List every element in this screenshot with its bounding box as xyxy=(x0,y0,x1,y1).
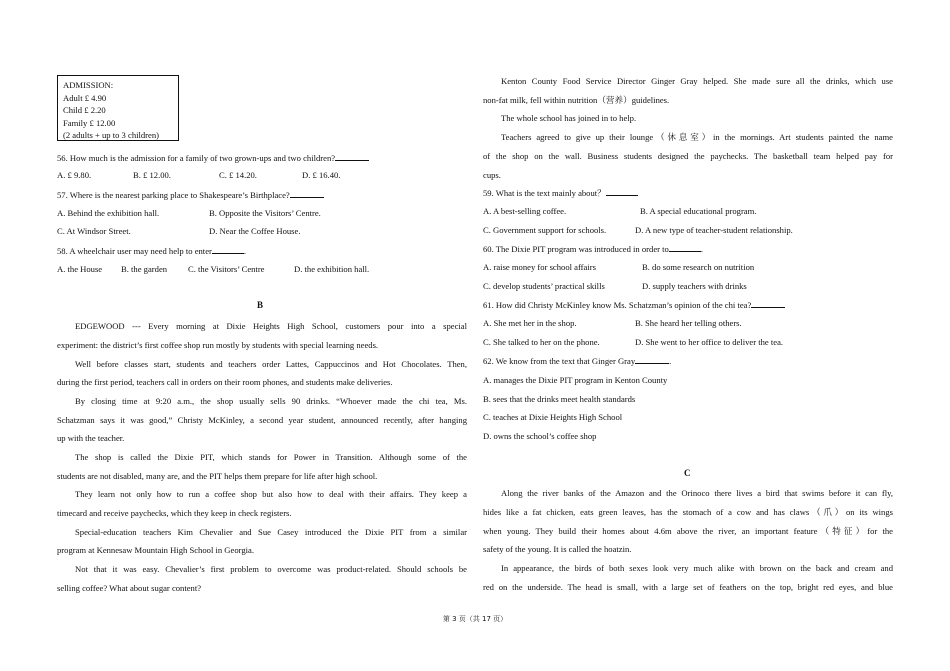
passage-b-line: Not that it was easy. Chevalier’s first problem to overcome was product-related. Should schools be xyxy=(75,564,467,574)
question-60: 60. The Dixie PIT program was introduced in order to . xyxy=(483,244,703,254)
passage-b-line: They learn not only how to run a coffee shop but also how to deal with their affairs. They keep a xyxy=(75,489,467,499)
passage-b-line: up with the teacher. xyxy=(57,433,125,443)
q56-option-b: B. £ 12.00. xyxy=(133,170,171,180)
page-number-footer: 第 3 页（共 17 页） xyxy=(442,615,508,623)
passage-b-continued-line: of the shop on the wall. Business students designed the paychecks. The basketball team helped pay for xyxy=(483,151,893,161)
question-58: 58. A wheelchair user may need help to enter . xyxy=(57,246,247,256)
passage-b-line: The shop is called the Dixie PIT, which stands for Power in Transition. Although some of the xyxy=(75,452,467,462)
q61-option-c: C. She talked to her on the phone. xyxy=(483,337,600,347)
q57-option-d: D. Near the Coffee House. xyxy=(209,226,301,236)
passage-b-line: Well before classes start, students and teachers order Lattes, Cappuccinos and Hot Chocolates. Then, xyxy=(75,359,467,369)
passage-b-line: EDGEWOOD --- Every morning at Dixie Heights High School, customers pour into a special xyxy=(75,321,467,331)
q58-option-d: D. the exhibition hall. xyxy=(294,264,370,274)
answer-blank xyxy=(212,245,244,254)
answer-blank xyxy=(606,187,638,196)
passage-b-line: Special-education teachers Kim Chevalier and Sue Casey introduced the Dixie PIT from a similar xyxy=(75,527,467,537)
passage-c-line: safety of the young. It is called the hoatzin. xyxy=(483,544,632,554)
passage-b-line: students are not disabled, many are, and the PIT helps them prepare for life after high school. xyxy=(57,471,378,481)
question-59: 59. What is the text mainly about？ xyxy=(483,187,638,199)
answer-blank xyxy=(290,189,324,198)
passage-b-continued-line: non-fat milk, fell within nutrition（营养）guidelines. xyxy=(483,95,670,105)
passage-b-line: Schatzman says it was good,” Christy McKinley, a second year student, announced recently, after hanging xyxy=(57,415,467,425)
q60-option-c: C. develop students’ practical skills xyxy=(483,281,605,291)
q59-option-d: D. A new type of teacher-student relationship. xyxy=(635,225,793,235)
passage-b-line: By closing time at 9:20 a.m., the shop usually sells 90 drinks. “Whoever made the chi tea, Ms. xyxy=(75,396,467,406)
passage-b-continued-line: Kenton County Food Service Director Ginger Gray helped. She made sure all the drinks, which use xyxy=(501,76,893,86)
q56-option-d: D. £ 16.40. xyxy=(302,170,341,180)
passage-c-line: In appearance, the birds of both sexes look very much alike with brown on the back and cream and xyxy=(501,563,893,573)
question-62: 62. We know from the text that Ginger Gray . xyxy=(483,356,672,366)
answer-blank xyxy=(751,299,785,308)
passage-b-line: during the first period, teachers call in orders on their room phones, and students make deliveries. xyxy=(57,377,393,387)
passage-b-line: experiment: the district’s first coffee shop run mostly by students with special learning needs. xyxy=(57,340,379,350)
q60-option-a: A. raise money for school affairs xyxy=(483,262,596,272)
passage-b-continued-line: cups. xyxy=(483,170,501,180)
q61-option-b: B. She heard her telling others. xyxy=(635,318,742,328)
q60-option-b: B. do some research on nutrition xyxy=(642,262,755,272)
q57-option-b: B. Opposite the Visitors’ Centre. xyxy=(209,208,321,218)
passage-b-line: selling coffee? What about sugar content? xyxy=(57,583,202,593)
admission-title: ADMISSION: xyxy=(63,80,114,90)
section-c-label: C xyxy=(684,468,691,478)
q62-option-b: B. sees that the drinks meet health standards xyxy=(483,394,636,404)
q58-option-a: A. the House xyxy=(57,264,103,274)
passage-c-line: hides like a fat chicken, eats green leaves, has the stomach of a cow and has claws（爪）on its wings xyxy=(483,507,893,517)
admission-family: Family £ 12.00 xyxy=(63,117,116,128)
q62-option-c: C. teaches at Dixie Heights High School xyxy=(483,412,623,422)
passage-b-continued-line: The whole school has joined in to help. xyxy=(501,113,637,123)
q56-option-c: C. £ 14.20. xyxy=(219,170,257,180)
admission-note: (2 adults + up to 3 children) xyxy=(63,130,160,140)
question-56: 56. How much is the admission for a family of two grown-ups and two children? xyxy=(57,152,369,164)
q61-option-a: A. She met her in the shop. xyxy=(483,318,577,328)
q62-option-a: A. manages the Dixie PIT program in Kenton County xyxy=(483,375,668,385)
q59-option-a: A. A best-selling coffee. xyxy=(483,206,567,216)
q58-option-c: C. the Visitors’ Centre xyxy=(188,264,265,274)
passage-c-line: Along the river banks of the Amazon and the Orinoco there lives a bird that swims before it can fly, xyxy=(501,488,893,498)
q58-option-b: B. the garden xyxy=(121,264,168,274)
section-b-label: B xyxy=(257,300,264,310)
answer-blank xyxy=(335,152,369,161)
q62-option-d: D. owns the school’s coffee shop xyxy=(483,431,597,441)
passage-b-continued-line: Teachers agreed to give up their lounge（休息室）in the mornings. Art students painted the name xyxy=(501,132,893,142)
passage-b-line: program at Kennesaw Mountain High School in Georgia. xyxy=(57,545,254,555)
passage-c-line: red on the underside. The head is small, with a large set of feathers on the top, bright red eyes, and blue xyxy=(483,582,893,592)
question-57: 57. Where is the nearest parking place to Shakespeare’s Birthplace? xyxy=(57,189,324,201)
question-61: 61. How did Christy McKinley know Ms. Schatzman’s opinion of the chi tea? xyxy=(483,299,785,311)
q61-option-d: D. She went to her office to deliver the tea. xyxy=(635,337,784,347)
admission-adult: Adult £ 4.90 xyxy=(63,92,107,103)
q56-option-a: A. £ 9.80. xyxy=(57,170,92,180)
q57-option-a: A. Behind the exhibition hall. xyxy=(57,208,160,218)
admission-child: Child £ 2.20 xyxy=(63,105,106,115)
q57-option-c: C. At Windsor Street. xyxy=(57,226,131,236)
q59-option-c: C. Government support for schools. xyxy=(483,225,607,235)
q59-option-b: B. A special educational program. xyxy=(640,206,757,216)
admission-box xyxy=(57,75,179,141)
answer-blank xyxy=(635,355,669,364)
answer-blank xyxy=(669,243,701,252)
q60-option-d: D. supply teachers with drinks xyxy=(642,281,747,291)
passage-b-line: timecard and receive paychecks, which they keep in check registers. xyxy=(57,508,292,518)
passage-c-line: when young. They build their homes about 4.6m above the river, an important feature（特征）for the xyxy=(483,526,893,536)
